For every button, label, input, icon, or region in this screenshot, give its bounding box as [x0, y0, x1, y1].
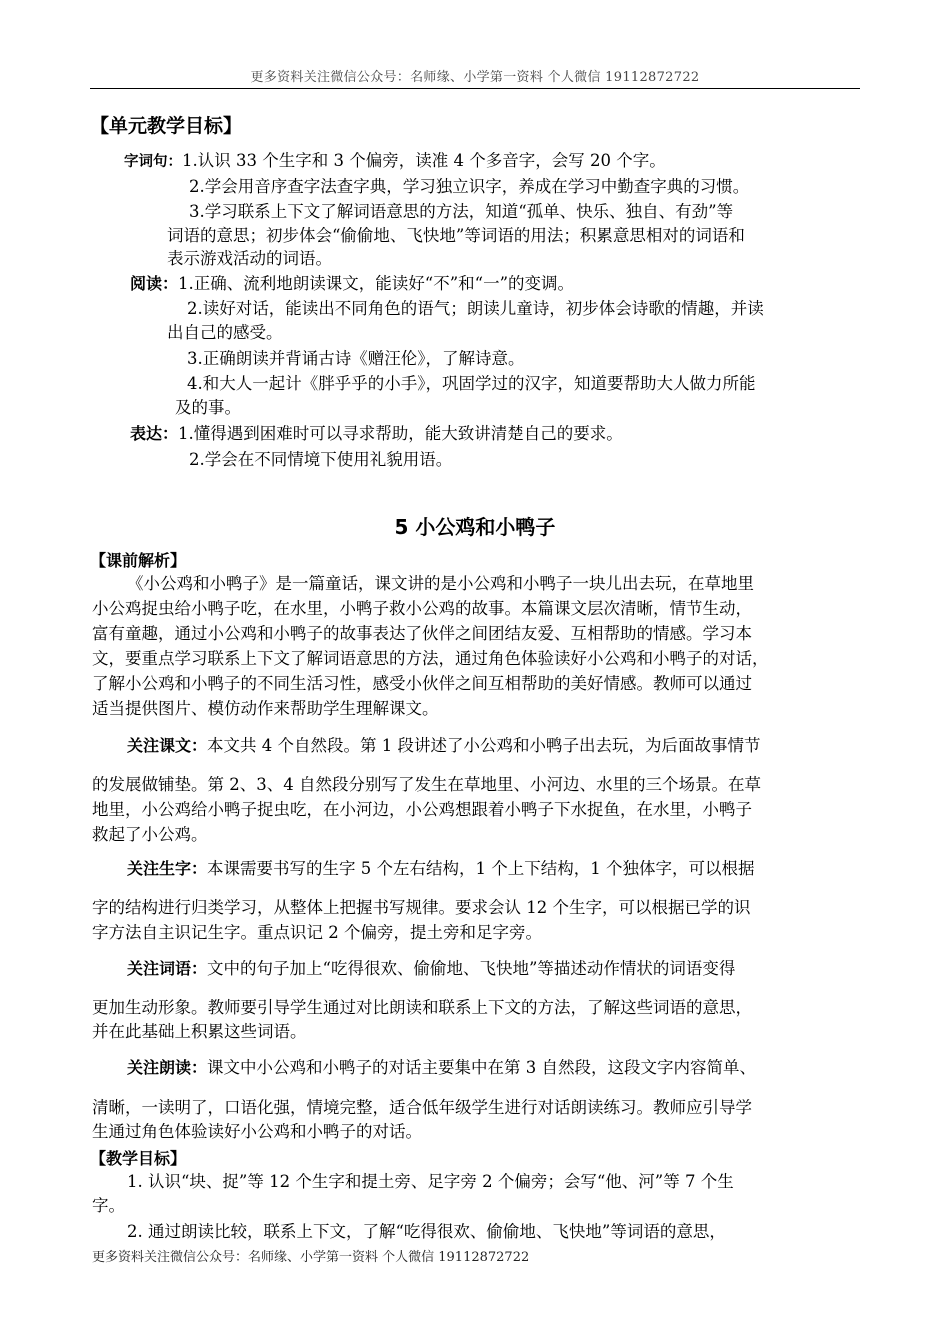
- teaching-goal-1-cont: 字。: [92, 1196, 125, 1215]
- focus-chars-line: 字方法自主识记生字。重点识记 2 个偏旁，提土旁和足字旁。: [92, 923, 542, 942]
- header-divider: [90, 88, 860, 89]
- analysis-paragraph-line: 小公鸡捉虫给小鸭子吃，在水里，小鸭子救小公鸡的故事。本篇课文层次清晰，情节生动，: [92, 599, 752, 618]
- ciju-goal-3: 3.学习联系上下文了解词语意思的方法，知道“孤单、快乐、独自、有劲”等: [189, 202, 734, 221]
- focus-reading-line: 课文中小公鸡和小鸭子的对话主要集中在第 3 自然段，这段文字内容简单、: [207, 1058, 757, 1077]
- focus-text-line: 地里，小公鸡给小鸭子捉虫吃，在小河边，小公鸡想跟着小鸭子下水捉鱼，在水里，小鸭子: [92, 800, 752, 819]
- teaching-goal-1: 1. 认识“块、捉”等 12 个生字和提土旁、足字旁 2 个偏旁；会写“他、河”等 7 个生: [127, 1172, 734, 1191]
- reading-goal-2: 2.读好对话，能读出不同角色的语气；朗读儿童诗，初步体会诗歌的情趣，并读: [187, 299, 764, 318]
- analysis-paragraph-line: 了解小公鸡和小鸭子的不同生活习性，感受小伙伴之间互相帮助的美好情感。教师可以通过: [92, 674, 752, 693]
- reading-goal-3: 3.正确朗读并背诵古诗《赠汪伦》，了解诗意。: [187, 349, 525, 368]
- ciju-goal-2: 2.学会用音序查字法查字典，学习独立识字，养成在学习中勤查字典的习惯。: [189, 177, 750, 196]
- analysis-paragraph-line: 《小公鸡和小鸭子》是一篇童话，课文讲的是小公鸡和小鸭子一块儿出去玩，在草地里: [127, 574, 754, 593]
- page-header: 更多资料关注微信公众号：名师缘、小学第一资料 个人微信 19112872722: [250, 70, 700, 85]
- focus-chars-line: 字的结构进行归类学习，从整体上把握书写规律。要求会认 12 个生字，可以根据已学的识: [92, 898, 751, 917]
- ciju-goal-1: 1.认识 33 个生字和 3 个偏旁，读准 4 个多音字，会写 20 个字。: [182, 151, 666, 170]
- focus-reading-line: 清晰，一读明了，口语化强，情境完整，适合低年级学生进行对话朗读练习。教师应引导学: [92, 1098, 752, 1117]
- focus-chars-line: 本课需要书写的生字 5 个左右结构，1 个上下结构，1 个独体字，可以根据: [207, 859, 755, 878]
- expression-goal-1: 1.懂得遇到困难时可以寻求帮助，能大致讲清楚自己的要求。: [178, 424, 623, 443]
- ciju-goal-3-cont: 词语的意思；初步体会“偷偷地、飞快地”等词语的用法；积累意思相对的词语和: [167, 226, 745, 245]
- reading-goal-1: 1.正确、流利地朗读课文，能读好“不”和“一”的变调。: [178, 274, 574, 293]
- focus-text-line: 的发展做铺垫。第 2、3、4 自然段分别写了发生在草地里、小河边、水里的三个场景。在草: [92, 775, 761, 794]
- ciju-label: 字词句：: [124, 154, 182, 170]
- unit-goals-title: 【单元教学目标】: [90, 115, 243, 137]
- focus-reading-line: 生通过角色体验读好小公鸡和小鸭子的对话。: [92, 1122, 422, 1141]
- expression-label: 表达：: [130, 424, 179, 443]
- page-footer: 更多资料关注微信公众号：名师缘、小学第一资料 个人微信 19112872722: [92, 1250, 530, 1265]
- focus-words-label: 关注词语：: [127, 959, 208, 978]
- focus-reading-label: 关注朗读：: [127, 1058, 208, 1077]
- reading-goal-4-cont: 及的事。: [175, 398, 241, 417]
- focus-words-line: 并在此基础上积累这些词语。: [92, 1022, 307, 1041]
- focus-text-line: 救起了小公鸡。: [92, 825, 208, 844]
- analysis-paragraph-line: 富有童趣，通过小公鸡和小鸭子的故事表达了伙伴之间团结友爱、互相帮助的情感。学习本: [92, 624, 752, 643]
- focus-words-line: 文中的句子加上“吃得很欢、偷偷地、飞快地”等描述动作情状的词语变得: [207, 959, 736, 978]
- reading-label: 阅读：: [130, 274, 179, 293]
- expression-goal-2: 2.学会在不同情境下使用礼貌用语。: [189, 450, 453, 469]
- reading-goal-4: 4.和大人一起计《胖乎乎的小手》，巩固学过的汉字，知道要帮助大人做力所能: [187, 374, 756, 393]
- teaching-goals-title: 【教学目标】: [90, 1149, 187, 1168]
- analysis-paragraph-line: 文，要重点学习联系上下文了解词语意思的方法，通过角色体验读好小公鸡和小鸭子的对话，: [92, 649, 769, 668]
- focus-text-line: 本文共 4 个自然段。第 1 段讲述了小公鸡和小鸭子出去玩，为后面故事情节: [207, 736, 761, 755]
- focus-words-line: 更加生动形象。教师要引导学生通过对比朗读和联系上下文的方法，了解这些词语的意思，: [92, 998, 752, 1017]
- reading-goal-2-cont: 出自己的感受。: [167, 323, 283, 342]
- analysis-paragraph-line: 适当提供图片、模仿动作来帮助学生理解课文。: [92, 699, 439, 718]
- focus-text-label: 关注课文：: [127, 736, 208, 755]
- ciju-goal-3-end: 表示游戏活动的词语。: [167, 249, 332, 268]
- analysis-title: 【课前解析】: [90, 551, 187, 570]
- teaching-goal-2: 2. 通过朗读比较，联系上下文，了解“吃得很欢、偷偷地、飞快地”等词语的意思，: [127, 1222, 726, 1241]
- focus-chars-label: 关注生字：: [127, 859, 208, 878]
- lesson-title: 5 小公鸡和小鸭子: [394, 515, 556, 539]
